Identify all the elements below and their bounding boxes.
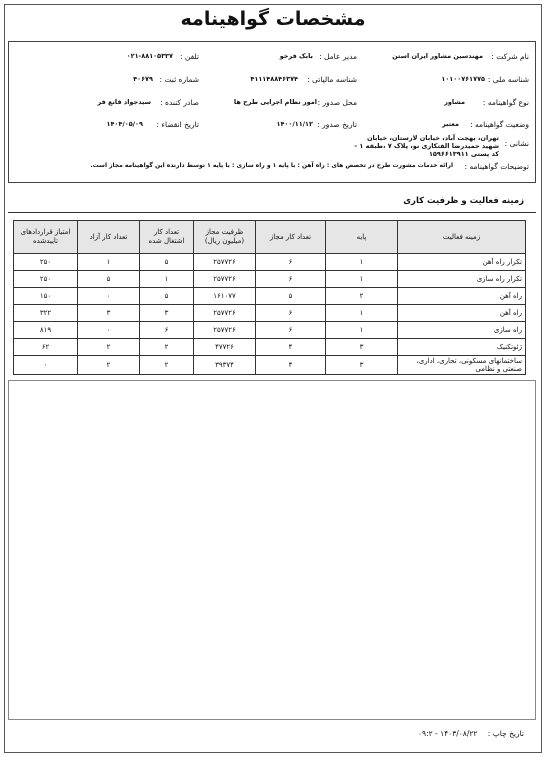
table-row	[14, 254, 526, 271]
cell-activity: راه آهن	[398, 305, 526, 322]
national-id-label: شناسه ملی :	[487, 75, 529, 84]
cell-approved-score: ۲۵۰	[14, 271, 78, 288]
cell-grade: ۳	[326, 356, 398, 375]
table-row	[14, 356, 526, 375]
cell-allowed-capacity: ۲۵۷۷۲۶	[194, 254, 256, 271]
issue-place-value: امور نظام اجرایی طرح ها	[233, 98, 317, 106]
header-grade: پایه	[326, 221, 398, 254]
cell-approved-score: ۸۱۹	[14, 322, 78, 339]
cell-allowed-capacity: ۳۹۳۷۴	[194, 356, 256, 375]
cell-grade: ۲	[326, 288, 398, 305]
page-title: مشخصات گواهینامه	[180, 8, 366, 30]
cell-allowed-jobs: ۶	[256, 254, 326, 271]
cell-activity: راه آهن	[398, 288, 526, 305]
economic-code-value: ۴۱۱۱۴۸۸۴۶۳۷۴	[250, 75, 298, 83]
issuer-value: سیدجواد قانع فر	[97, 98, 151, 106]
cell-grade: ۱	[326, 322, 398, 339]
issue-date-value: ۱۴۰۰/۱۱/۱۲	[276, 120, 313, 128]
cell-approved-score: ۶۲	[14, 339, 78, 356]
managing-director-value: بابک فرخو	[279, 52, 313, 60]
description-value: ارائه خدمات مشورت طرح در تخصص های : راه آهن : با پایه ۱ و راه سازی : با پایه ۱ توسط دارنده این گواهینامه مجاز است.	[90, 162, 453, 169]
company-name-value: مهندسین مشاور ایران استن	[392, 52, 483, 60]
certificate-type-value: مشاور	[444, 98, 465, 106]
cell-busy-jobs: ۵	[140, 254, 194, 271]
certificate-status-value: معتبر	[441, 120, 459, 128]
cell-activity: ساختمانهای مسکونی، تجاری، اداری، صنعتی و نظامی	[398, 356, 526, 375]
table-row	[14, 305, 526, 322]
cell-activity: تکرار راه آهن	[398, 254, 526, 271]
cell-busy-jobs: ۶	[140, 322, 194, 339]
cell-allowed-jobs: ۶	[256, 322, 326, 339]
table-header-row	[14, 221, 526, 254]
section-title: زمینه فعالیت و ظرفیت کاری	[403, 196, 524, 206]
registration-no-label: شماره ثبت :	[159, 75, 199, 84]
cell-allowed-capacity: ۱۶۱۰۷۷	[194, 288, 256, 305]
cell-allowed-capacity: ۴۷۷۲۶	[194, 339, 256, 356]
header-allowed-capacity: ظرفیت مجاز (میلیون ریال)	[194, 221, 256, 254]
managing-director-label: مدیر عامل :	[319, 52, 357, 61]
header-activity: زمینه فعالیت	[398, 221, 526, 254]
cell-free-jobs: ۲	[78, 339, 140, 356]
cell-allowed-capacity: ۲۵۷۷۲۶	[194, 305, 256, 322]
cell-busy-jobs: ۲	[140, 356, 194, 375]
cell-approved-score: ۳۲۲	[14, 305, 78, 322]
cell-allowed-capacity: ۲۵۷۷۲۶	[194, 322, 256, 339]
cell-free-jobs: ۲	[78, 356, 140, 375]
cell-grade: ۱	[326, 254, 398, 271]
certificate-info-box	[8, 41, 536, 183]
section-divider	[8, 212, 536, 213]
cell-allowed-jobs: ۶	[256, 305, 326, 322]
cell-grade: ۳	[326, 339, 398, 356]
table-row	[14, 271, 526, 288]
cell-grade: ۱	[326, 271, 398, 288]
activity-capacity-table	[13, 220, 526, 375]
cell-allowed-jobs: ۴	[256, 356, 326, 375]
print-date	[418, 729, 524, 738]
table-row	[14, 288, 526, 305]
cell-free-jobs: ۰	[78, 322, 140, 339]
header-approved-score: امتیاز قراردادهای تایید‌شده	[14, 221, 78, 254]
cell-free-jobs: ۰	[78, 288, 140, 305]
cell-free-jobs: ۱	[78, 254, 140, 271]
certificate-type-label: نوع گواهینامه :	[482, 98, 529, 107]
cell-approved-score: ۰	[14, 356, 78, 375]
cell-activity: تکرار راه سازی	[398, 271, 526, 288]
issue-date-label: تاریخ صدور :	[317, 120, 357, 129]
phone-label: تلفن :	[180, 52, 199, 61]
economic-code-label: شناسه مالیاتی :	[307, 75, 357, 84]
header-allowed-jobs: تعداد کار مجاز	[256, 221, 326, 254]
print-date-label: تاریخ چاپ :	[487, 729, 524, 738]
issue-place-label: محل صدور :	[317, 98, 357, 107]
cell-approved-score: ۲۵۰	[14, 254, 78, 271]
cell-approved-score: ۱۵۰	[14, 288, 78, 305]
print-date-value: ۱۴۰۳/۰۸/۲۲ - ۰۹:۲	[418, 729, 478, 738]
cell-allowed-jobs: ۴	[256, 339, 326, 356]
header-busy-jobs: تعداد کار اشتغال شده	[140, 221, 194, 254]
table-row	[14, 322, 526, 339]
cell-allowed-jobs: ۵	[256, 288, 326, 305]
expiry-date-value: ۱۴۰۴/۰۵/۰۹	[106, 120, 143, 128]
address-value: تهران، بهجت آباد، خیابان لارستان، خیابان شهید حمیدرضا الفتکاری نو، پلاک ۷ ،طبقه ۱ - کد پستی ۱۵۹۶۶۱۳۹۱۱	[354, 134, 499, 158]
cell-busy-jobs: ۳	[140, 305, 194, 322]
cell-free-jobs: ۳	[78, 305, 140, 322]
registration-no-value: ۴۰۶۷۹	[133, 75, 153, 83]
cell-free-jobs: ۵	[78, 271, 140, 288]
national-id-value: ۱۰۱۰۰۷۶۱۷۷۵	[441, 75, 485, 83]
description-label: توضیحات گواهینامه :	[464, 162, 529, 171]
cell-allowed-capacity: ۲۵۷۷۲۶	[194, 271, 256, 288]
address-label: نشانی :	[504, 139, 529, 148]
header-free-jobs: تعداد کار آزاد	[78, 221, 140, 254]
cell-grade: ۱	[326, 305, 398, 322]
blank-content-area	[8, 380, 536, 720]
issuer-label: صادر کننده :	[160, 98, 199, 107]
cell-busy-jobs: ۱	[140, 271, 194, 288]
expiry-date-label: تاریخ انقضاء :	[156, 120, 199, 129]
cell-activity: ژئوتکنیک	[398, 339, 526, 356]
phone-value: ۰۲۱-۸۸۱۰۵۳۳۷	[126, 52, 173, 60]
table-row	[14, 339, 526, 356]
cell-activity: راه سازی	[398, 322, 526, 339]
cell-busy-jobs: ۲	[140, 339, 194, 356]
cell-allowed-jobs: ۶	[256, 271, 326, 288]
cell-busy-jobs: ۵	[140, 288, 194, 305]
certificate-status-label: وضعیت گواهینامه :	[470, 120, 529, 129]
company-name-label: نام شرکت :	[491, 52, 529, 61]
